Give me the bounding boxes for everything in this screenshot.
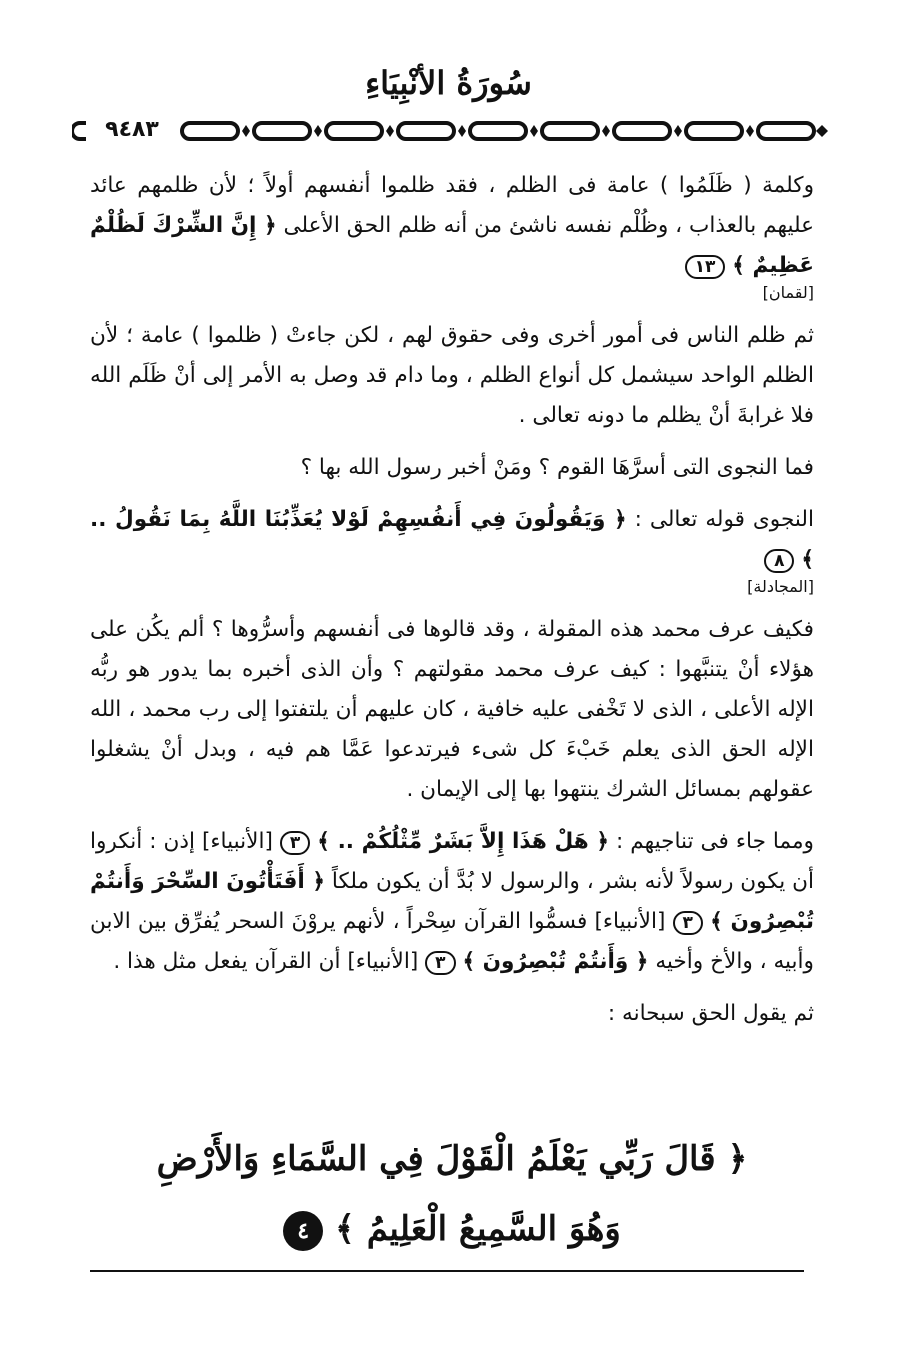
paragraph-text: النجوى قوله تعالى : [634, 507, 814, 532]
verse-line-1: ﴿ قَالَ رَبِّي يَعْلَمُ الْقَوْلَ فِي السَّمَاءِ وَالأَرْضِ [156, 1139, 748, 1179]
citation: [لقمان] [762, 283, 814, 302]
highlighted-verse [90, 1124, 814, 1264]
verse-line-2: وَهُوَ السَّمِيعُ الْعَلِيمُ ﴾ [334, 1209, 621, 1249]
paragraph-4 [90, 500, 814, 598]
paragraph-6 [90, 822, 814, 982]
paragraph-7: ثم يقول الحق سبحانه : [607, 1001, 814, 1026]
paragraph-text: [الأنبياء] فسمُّوا القرآن سِحْراً ، لأنهم يروْنَ السحر يُفرِّق بين الابن وأبيه ، والأخ وأخيه [90, 909, 814, 974]
quran-quote: ﴿ وَيَقُولُونَ فِي أَنفُسِهِمْ لَوْلا يُعَذِّبُنَا اللَّهُ بِمَا نَقُولُ .. ﴾ [90, 507, 814, 572]
verse-number-medallion: ٤ [283, 1211, 323, 1251]
quran-quote: ﴿ وَأَنتُمْ تُبْصِرُونَ ﴾ [462, 949, 649, 974]
paragraph-text: ومما جاء فى تناجيهم : [616, 829, 814, 854]
verse-number: ٣ [425, 951, 455, 975]
quran-quote: ﴿ إِنَّ الشِّرْكَ لَظُلْمٌ عَظِيمٌ ﴾ [89, 213, 814, 278]
paragraph-text: [الأنبياء] أن القرآن يفعل مثل هذا . [113, 949, 419, 974]
paragraph-3: فما النجوى التى أسرَّهَا القوم ؟ ومَنْ أخبر رسول الله بها ؟ [300, 455, 814, 480]
paragraph-text: وكلمة ( ظَلَمُوا ) عامة فى الظلم ، فقد ظلموا أنفسهم أولاً ؛ لأن ظلمهم عائد عليهم بالعذاب ، وظُلْم نفسه ناشئ من أنه ظلم الحق الأعلى [90, 173, 814, 238]
verse-number: ٣ [280, 831, 310, 855]
page-body [90, 166, 814, 1046]
footer-rule [90, 1270, 804, 1272]
verse-line-2-wrap [90, 1194, 814, 1264]
quran-quote: ﴿ هَلْ هَذَا إِلاَّ بَشَرٌ مِّثْلُكُمْ .. ﴾ [317, 829, 610, 854]
paragraph-2: ثم ظلم الناس فى أمور أخرى وفى حقوق لهم ، لكن جاءتْ ( ظلموا ) عامة ؛ لأن الظلم الواحد سيشمل كل أنواع الظلم ، وما دام قد وصل به الأمر إلى أنْ ظَلَم الله فلا غرابةَ أنْ يظلم ما دونه تعالى . [90, 323, 814, 428]
verse-number: ٨ [764, 549, 794, 573]
ornamental-border [72, 118, 842, 144]
citation: [المجادلة] [747, 577, 814, 596]
paragraph-1 [90, 166, 814, 304]
verse-number: ١٣ [685, 255, 726, 279]
quran-quote: ﴿ أَفَتَأْتُونَ السِّحْرَ وَأَنتُمْ تُبْصِرُونَ ﴾ [90, 869, 814, 934]
paragraph-text: [الأنبياء] إذن : أنكروا أن يكون رسولاً لأنه بشر ، والرسول لا بُدَّ أن يكون ملكاً [90, 829, 814, 894]
verse-number: ٣ [673, 911, 703, 935]
page-number: ٩٤٨٣ [86, 116, 178, 144]
paragraph-5: فكيف عرف محمد هذه المقولة ، وقد قالوها فى أنفسهم وأسرُّوها ؟ ألم يكُن على هؤلاء أنْ يتنبَّهوا : كيف عرف محمد مقولتهم ؟ وأن الذى أخبره بما يدور هو ربُّه الإله الأعلى ، الذى لا تَخْفى عليه خافية ، كان عليهم أن يلتفتوا إلى رب محمد ، الله الإله الحق الذى يعلم خَبْءَ كل شىء فيرتدعوا عَمَّا هم فيه ، وبدل أنْ يشغلوا عقولهم بمسائل الشرك ينتهوا بها إلى الإيمان . [90, 617, 814, 802]
surah-title: سُورَةُ الأنْبِيَاءِ [365, 64, 532, 102]
